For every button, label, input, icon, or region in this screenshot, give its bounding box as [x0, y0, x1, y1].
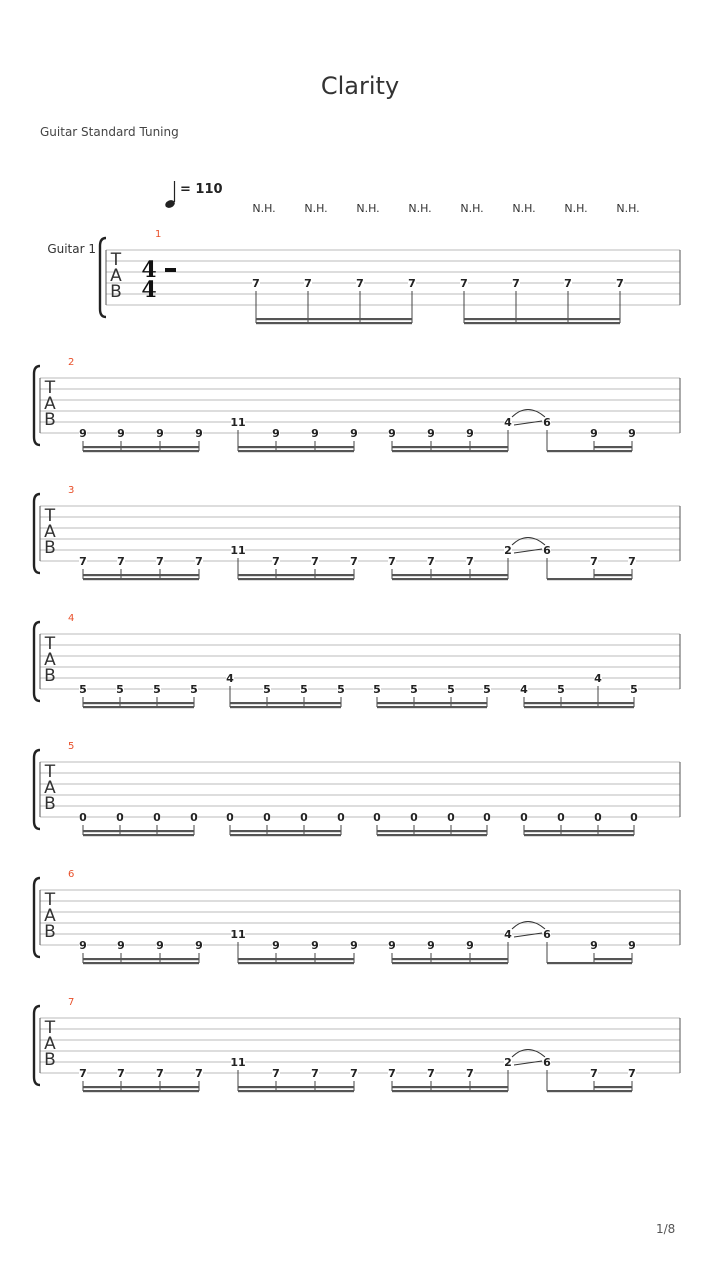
beam: [594, 958, 632, 960]
measure-number: 3: [68, 485, 75, 496]
harmonic-label: N.H.: [252, 202, 276, 215]
fret-number: 5: [79, 683, 87, 696]
beam: [256, 318, 412, 320]
fret-number: 9: [311, 939, 319, 952]
beam: [377, 834, 487, 836]
fret-number: 9: [117, 427, 125, 440]
fret-number: 4: [504, 928, 512, 941]
fret-number: 9: [350, 939, 358, 952]
beam: [392, 1090, 508, 1092]
fret-number: 4: [504, 416, 512, 429]
fret-number: 7: [590, 555, 598, 568]
fret-number: 9: [272, 939, 280, 952]
beam: [524, 830, 634, 832]
fret-number: 7: [512, 277, 520, 290]
beam: [524, 834, 634, 836]
fret-number: 5: [410, 683, 418, 696]
beam: [83, 578, 199, 580]
beam: [547, 962, 632, 964]
system-bracket: [34, 622, 40, 701]
tab-clef-letter: A: [110, 266, 122, 286]
beam: [83, 962, 199, 964]
fret-number: 9: [117, 939, 125, 952]
fret-number: 9: [427, 939, 435, 952]
track-name: Guitar 1: [47, 242, 96, 256]
page-number: 1/8: [656, 1222, 676, 1236]
measure-number: 4: [68, 613, 75, 624]
fret-number: 5: [263, 683, 271, 696]
beam: [83, 450, 199, 452]
tuning-label: Guitar Standard Tuning: [40, 125, 179, 139]
fret-number: 7: [311, 1067, 319, 1080]
harmonic-label: N.H.: [512, 202, 536, 215]
beam: [392, 962, 508, 964]
fret-number: 9: [628, 427, 636, 440]
fret-number: 0: [447, 811, 455, 824]
beam: [392, 578, 508, 580]
fret-number: 5: [116, 683, 124, 696]
fret-number: 7: [272, 555, 280, 568]
tempo-marking: = 110: [180, 182, 223, 197]
beam: [238, 574, 354, 576]
fret-number: 7: [427, 1067, 435, 1080]
beam: [464, 318, 620, 320]
fret-number: 7: [79, 555, 87, 568]
fret-number: 9: [79, 939, 87, 952]
tab-clef-letter: A: [44, 1034, 56, 1054]
fret-number: 0: [337, 811, 345, 824]
fret-number: 0: [153, 811, 161, 824]
fret-number: 5: [630, 683, 638, 696]
fret-number: 9: [466, 939, 474, 952]
fret-number: 11: [230, 1056, 246, 1069]
fret-number: 0: [410, 811, 418, 824]
beam: [594, 574, 632, 576]
tab-clef-letter: T: [44, 634, 56, 654]
fret-number: 5: [483, 683, 491, 696]
fret-number: 0: [190, 811, 198, 824]
fret-number: 7: [350, 1067, 358, 1080]
fret-number: 7: [350, 555, 358, 568]
tab-clef-letter: B: [110, 282, 122, 302]
fret-number: 9: [590, 939, 598, 952]
system-bracket: [34, 750, 40, 829]
fret-number: 9: [195, 427, 203, 440]
tab-clef-letter: B: [44, 922, 56, 942]
beam: [83, 834, 194, 836]
harmonic-label: N.H.: [408, 202, 432, 215]
fret-number: 4: [226, 672, 234, 685]
beam: [524, 702, 634, 704]
beam: [377, 702, 487, 704]
fret-number: 0: [373, 811, 381, 824]
beam: [230, 834, 341, 836]
beam: [392, 958, 508, 960]
tab-clef-letter: T: [44, 1018, 56, 1038]
beam: [230, 706, 341, 708]
fret-number: 0: [557, 811, 565, 824]
beam: [83, 574, 199, 576]
fret-number: 9: [195, 939, 203, 952]
beam: [524, 706, 634, 708]
beam: [238, 962, 354, 964]
fret-number: 9: [388, 427, 396, 440]
tab-clef-letter: B: [44, 666, 56, 686]
beam: [83, 702, 194, 704]
fret-number: 7: [388, 555, 396, 568]
tab-clef-letter: T: [44, 890, 56, 910]
fret-number: 9: [79, 427, 87, 440]
beam: [238, 450, 354, 452]
fret-number: 7: [156, 555, 164, 568]
beam: [238, 446, 354, 448]
harmonic-label: N.H.: [564, 202, 588, 215]
beam: [238, 578, 354, 580]
tab-clef-letter: B: [44, 410, 56, 430]
tab-clef-letter: T: [44, 378, 56, 398]
beam: [594, 446, 632, 448]
fret-number: 9: [388, 939, 396, 952]
fret-number: 0: [226, 811, 234, 824]
fret-number: 5: [153, 683, 161, 696]
beam: [238, 1090, 354, 1092]
harmonic-label: N.H.: [616, 202, 640, 215]
fret-number: 0: [483, 811, 491, 824]
measure-number: 6: [68, 869, 75, 880]
fret-number: 11: [230, 416, 246, 429]
fret-number: 5: [190, 683, 198, 696]
fret-number: 7: [311, 555, 319, 568]
beam: [547, 578, 632, 580]
tab-clef-letter: T: [44, 506, 56, 526]
fret-number: 7: [466, 1067, 474, 1080]
half-rest: [165, 268, 176, 272]
beam: [547, 450, 632, 452]
fret-number: 9: [427, 427, 435, 440]
fret-number: 7: [117, 1067, 125, 1080]
fret-number: 7: [388, 1067, 396, 1080]
tab-clef-letter: A: [44, 522, 56, 542]
time-signature-bottom: 4: [141, 277, 157, 303]
fret-number: 5: [300, 683, 308, 696]
beam: [83, 1090, 199, 1092]
system-bracket: [34, 366, 40, 445]
tab-clef-letter: A: [44, 778, 56, 798]
harmonic-label: N.H.: [304, 202, 328, 215]
fret-number: 7: [408, 277, 416, 290]
fret-number: 5: [557, 683, 565, 696]
measure-number: 1: [155, 229, 162, 240]
tab-clef-letter: T: [44, 762, 56, 782]
fret-number: 11: [230, 928, 246, 941]
tab-clef-letter: B: [44, 538, 56, 558]
harmonic-label: N.H.: [460, 202, 484, 215]
fret-number: 7: [156, 1067, 164, 1080]
fret-number: 9: [628, 939, 636, 952]
fret-number: 0: [263, 811, 271, 824]
fret-number: 7: [117, 555, 125, 568]
beam: [392, 450, 508, 452]
fret-number: 0: [594, 811, 602, 824]
measure-number: 7: [68, 997, 75, 1008]
fret-number: 9: [156, 427, 164, 440]
system-bracket: [34, 1006, 40, 1085]
fret-number: 7: [628, 555, 636, 568]
fret-number: 9: [350, 427, 358, 440]
beam: [392, 574, 508, 576]
beam: [238, 1086, 354, 1088]
fret-number: 7: [427, 555, 435, 568]
fret-number: 0: [520, 811, 528, 824]
beam: [377, 830, 487, 832]
beam: [83, 446, 199, 448]
measure-number: 2: [68, 357, 75, 368]
time-signature-top: 4: [141, 257, 157, 283]
fret-number: 4: [520, 683, 528, 696]
beam: [83, 1086, 199, 1088]
system-bracket: [100, 238, 106, 317]
fret-number: 5: [373, 683, 381, 696]
fret-number: 11: [230, 544, 246, 557]
beam: [256, 322, 412, 324]
tab-clef-letter: A: [44, 906, 56, 926]
fret-number: 9: [156, 939, 164, 952]
beam: [464, 322, 620, 324]
fret-number: 6: [543, 1056, 551, 1069]
fret-number: 7: [272, 1067, 280, 1080]
measure-number: 5: [68, 741, 75, 752]
fret-number: 2: [504, 544, 512, 557]
beam: [83, 958, 199, 960]
fret-number: 9: [311, 427, 319, 440]
fret-number: 7: [79, 1067, 87, 1080]
fret-number: 7: [195, 1067, 203, 1080]
fret-number: 7: [616, 277, 624, 290]
beam: [594, 1086, 632, 1088]
fret-number: 9: [466, 427, 474, 440]
system-bracket: [34, 878, 40, 957]
fret-number: 9: [272, 427, 280, 440]
fret-number: 7: [460, 277, 468, 290]
beam: [83, 830, 194, 832]
fret-number: 5: [447, 683, 455, 696]
fret-number: 7: [195, 555, 203, 568]
tab-clef-letter: A: [44, 650, 56, 670]
harmonic-label: N.H.: [356, 202, 380, 215]
fret-number: 7: [628, 1067, 636, 1080]
fret-number: 0: [630, 811, 638, 824]
fret-number: 7: [304, 277, 312, 290]
fret-number: 7: [252, 277, 260, 290]
fret-number: 9: [590, 427, 598, 440]
beam: [230, 702, 341, 704]
fret-number: 7: [564, 277, 572, 290]
beam: [377, 706, 487, 708]
tab-clef-letter: T: [110, 250, 122, 270]
fret-number: 7: [466, 555, 474, 568]
fret-number: 6: [543, 928, 551, 941]
beam: [392, 1086, 508, 1088]
fret-number: 7: [356, 277, 364, 290]
beam: [230, 830, 341, 832]
fret-number: 6: [543, 416, 551, 429]
tab-clef-letter: B: [44, 1050, 56, 1070]
system-bracket: [34, 494, 40, 573]
beam: [238, 958, 354, 960]
beam: [392, 446, 508, 448]
fret-number: 0: [116, 811, 124, 824]
tab-clef-letter: B: [44, 794, 56, 814]
fret-number: 7: [590, 1067, 598, 1080]
beam: [83, 706, 194, 708]
score-title: Clarity: [320, 72, 400, 100]
fret-number: 0: [79, 811, 87, 824]
fret-number: 4: [594, 672, 602, 685]
fret-number: 5: [337, 683, 345, 696]
fret-number: 0: [300, 811, 308, 824]
fret-number: 2: [504, 1056, 512, 1069]
tab-clef-letter: A: [44, 394, 56, 414]
fret-number: 6: [543, 544, 551, 557]
beam: [547, 1090, 632, 1092]
